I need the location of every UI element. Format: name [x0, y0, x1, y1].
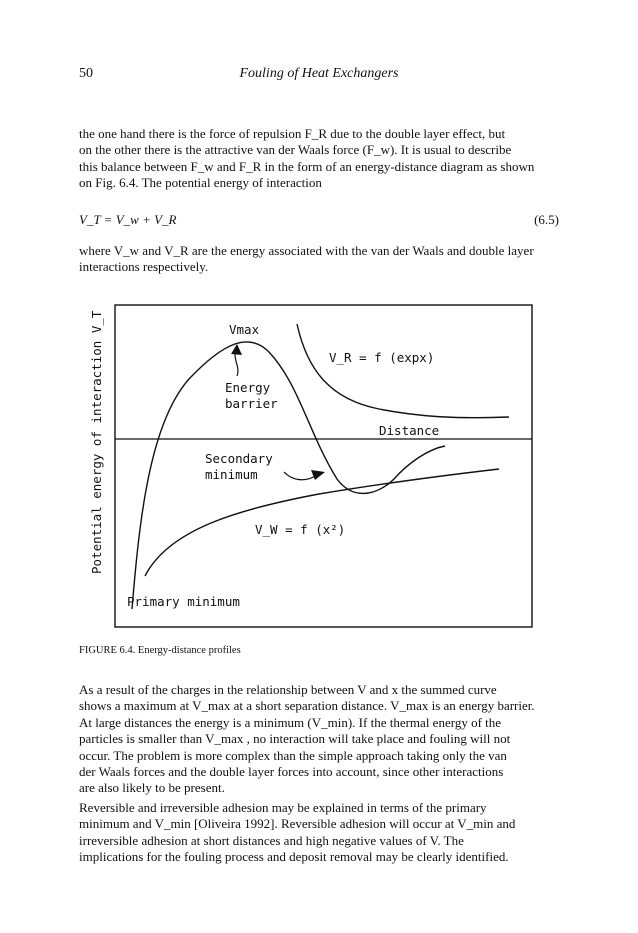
vr-curve — [297, 324, 509, 418]
text-line: on the other there is the attractive van der Waals force (F_w). It is usual to describe — [79, 142, 512, 158]
y-axis-label: Potential energy of interaction V_T — [89, 310, 104, 574]
paragraph-2 — [79, 243, 559, 276]
text-line: on Fig. 6.4. The potential energy of interaction — [79, 175, 322, 191]
text-line: particles is smaller than V_max , no interaction will take place and fouling will not — [79, 731, 511, 747]
text-line: are also likely to be present. — [79, 780, 225, 796]
primary-minimum-label: Primary minimum — [127, 594, 240, 609]
vr-label: V_R = f (expx) — [329, 350, 435, 365]
text-line: minimum and V_min [Oliveira 1992]. Reversible adhesion will occur at V_min and — [79, 816, 516, 832]
figure-frame — [115, 305, 532, 627]
text-line: where V_w and V_R are the energy associated with the van der Waals and double layer — [79, 243, 534, 258]
equation-number: (6.5) — [534, 212, 559, 227]
page-number: 50 — [79, 66, 93, 81]
figure-6-4 — [79, 304, 551, 630]
vw-label: V_W = f (x²) — [255, 522, 346, 537]
secondary-arrow-head — [311, 470, 325, 480]
energy-distance-diagram — [79, 304, 551, 630]
equation-6-5 — [79, 212, 559, 228]
running-header: Fouling of Heat Exchangers — [239, 66, 399, 81]
figure-caption — [79, 645, 241, 656]
secondary-label: Secondary — [205, 451, 273, 466]
text-line: this balance between F_w and F_R in the form of an energy-distance diagram as shown — [79, 158, 535, 174]
text-line: At large distances the energy is a minimum (V_min). If the thermal energy of the — [79, 714, 502, 730]
text-line: der Waals forces and the double layer forces into account, since other interactions — [79, 764, 504, 780]
text-line: Reversible and irreversible adhesion may be explained in terms of the primary — [79, 800, 487, 815]
text-line: As a result of the charges in the relationship between V and x the summed curve — [79, 682, 497, 697]
caption-text: Energy-distance profiles — [137, 645, 241, 656]
minimum-label: minimum — [205, 467, 258, 482]
paragraph-1 — [79, 126, 559, 192]
barrier-arrow-head — [231, 344, 242, 355]
text-line: interactions respectively. — [79, 259, 209, 275]
text-line: the one hand there is the force of repulsion F_R due to the double layer effect, but — [79, 126, 506, 141]
text-line: shows a maximum at V_max at a short separation distance. V_max is an energy barrier. — [79, 698, 535, 714]
caption-label: FIGURE 6.4. — [79, 645, 136, 656]
energy-label: Energy — [225, 380, 271, 395]
distance-label: Distance — [379, 423, 440, 438]
vmax-label: Vmax — [229, 322, 260, 337]
text-line: occur. The problem is more complex than the simple approach taking only the van — [79, 747, 507, 763]
text-line: implications for the fouling process and deposit removal may be clearly identified. — [79, 849, 509, 865]
paragraph-4 — [79, 800, 559, 866]
paragraph-3 — [79, 682, 559, 797]
barrier-label: barrier — [225, 396, 278, 411]
equation-expression: V_T = V_w + V_R — [79, 212, 177, 227]
text-line: irreversible adhesion at short distances and high negative values of V. The — [79, 832, 464, 848]
